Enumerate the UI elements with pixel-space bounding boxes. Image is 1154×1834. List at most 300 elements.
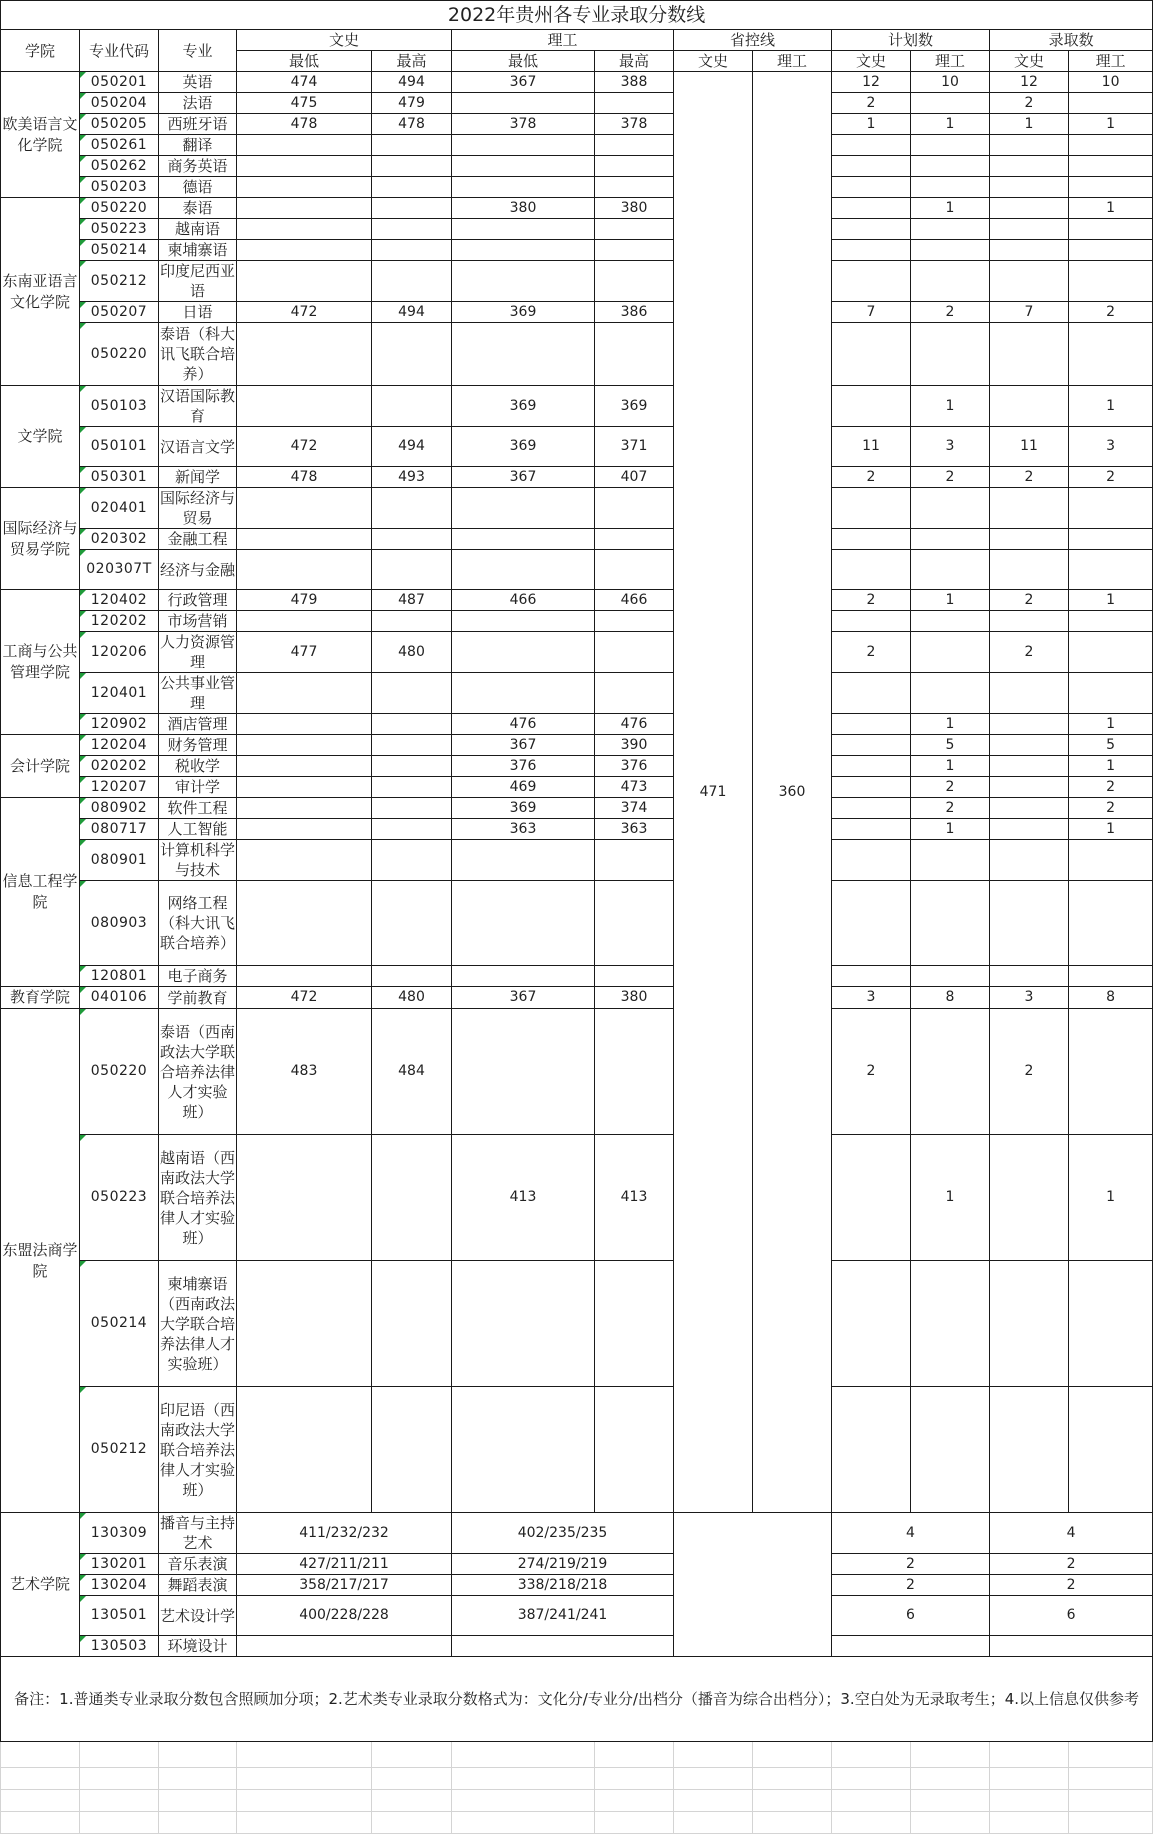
header-admit[interactable]: 录取数 [990,30,1153,51]
plan-ws[interactable] [832,386,911,427]
major-code[interactable]: 050204 [80,93,159,114]
admit-lg[interactable] [1069,177,1153,198]
major-code[interactable]: 130501 [80,1596,159,1636]
plan-ws[interactable] [832,156,911,177]
admit-ws[interactable] [990,323,1069,386]
ws-max-score[interactable] [372,1135,452,1261]
major-code[interactable]: 020302 [80,529,159,550]
admit-lg[interactable]: 1 [1069,114,1153,135]
plan-ws[interactable] [832,1135,911,1261]
major-name[interactable]: 学前教育 [159,987,237,1009]
ws-min-score[interactable] [237,966,372,987]
college-name[interactable]: 文学院 [1,386,80,488]
major-name[interactable]: 软件工程 [159,798,237,819]
lg-max-score[interactable] [595,611,674,632]
control-line-ligong[interactable]: 360 [753,72,832,1513]
empty-cell[interactable] [372,1790,452,1812]
lg-max-score[interactable] [595,673,674,714]
empty-cell[interactable] [80,1812,159,1834]
empty-cell[interactable] [159,1812,237,1834]
lg-min-score[interactable] [452,840,595,881]
plan-lg[interactable] [911,550,990,590]
lg-max-score[interactable]: 473 [595,777,674,798]
ws-min-score[interactable] [237,156,372,177]
ws-min-score[interactable] [237,198,372,219]
header-code[interactable]: 专业代码 [80,30,159,72]
header-college[interactable]: 学院 [1,30,80,72]
plan-lg[interactable] [911,632,990,673]
ws-min-score[interactable] [237,550,372,590]
plan-ws[interactable] [832,198,911,219]
major-code[interactable]: 130309 [80,1513,159,1554]
plan-ws[interactable] [832,550,911,590]
college-name[interactable]: 会计学院 [1,735,80,798]
plan-lg[interactable] [911,93,990,114]
lg-max-score[interactable]: 371 [595,427,674,467]
lg-max-score[interactable]: 413 [595,1135,674,1261]
admit-ws[interactable]: 12 [990,72,1069,93]
lg-min-score[interactable] [452,529,595,550]
ws-min-score[interactable] [237,798,372,819]
ws-min-score[interactable] [237,611,372,632]
major-name[interactable]: 环境设计 [159,1636,237,1657]
header-wenshi[interactable]: 文史 [237,30,452,51]
admit-lg[interactable] [1069,611,1153,632]
major-name[interactable]: 电子商务 [159,966,237,987]
plan-ws[interactable] [832,798,911,819]
lg-max-score[interactable]: 466 [595,590,674,611]
ws-max-score[interactable] [372,881,452,966]
plan-lg[interactable]: 2 [911,777,990,798]
ws-min-score[interactable]: 472 [237,427,372,467]
lg-min-score[interactable] [452,881,595,966]
ws-max-score[interactable] [372,529,452,550]
plan-ws[interactable] [832,611,911,632]
lg-min-score[interactable]: 469 [452,777,595,798]
admit-ws[interactable]: 2 [990,1009,1069,1135]
admit-ws[interactable] [990,177,1069,198]
header-plan-lg[interactable]: 理工 [911,51,990,72]
plan-ws[interactable]: 2 [832,1009,911,1135]
plan-lg[interactable] [911,488,990,529]
ws-max-score[interactable] [372,1387,452,1513]
major-name[interactable]: 柬埔寨语 [159,240,237,261]
ws-max-score[interactable]: 480 [372,987,452,1009]
major-code[interactable]: 050212 [80,1387,159,1513]
major-code[interactable]: 130201 [80,1554,159,1575]
art-lg-score[interactable]: 338/218/218 [452,1575,674,1596]
major-name[interactable]: 翻译 [159,135,237,156]
admit-ws[interactable] [990,756,1069,777]
empty-cell[interactable] [1,1742,80,1768]
ws-min-score[interactable]: 474 [237,72,372,93]
empty-cell[interactable] [237,1812,372,1834]
plan-ws[interactable] [832,261,911,302]
major-code[interactable]: 050220 [80,323,159,386]
plan-ws[interactable] [832,756,911,777]
major-code[interactable]: 050205 [80,114,159,135]
ws-max-score[interactable] [372,198,452,219]
lg-max-score[interactable] [595,1387,674,1513]
empty-cell[interactable] [753,1768,832,1790]
art-lg-score[interactable]: 402/235/235 [452,1513,674,1554]
admit-lg[interactable]: 3 [1069,427,1153,467]
major-name[interactable]: 经济与金融 [159,550,237,590]
lg-min-score[interactable]: 466 [452,590,595,611]
ws-max-score[interactable] [372,323,452,386]
plan-lg[interactable] [911,135,990,156]
major-name[interactable]: 越南语 [159,219,237,240]
plan-lg[interactable] [911,1261,990,1387]
plan-ws[interactable] [832,323,911,386]
lg-max-score[interactable]: 386 [595,302,674,323]
admit-ws[interactable] [990,156,1069,177]
admit-ws[interactable] [990,798,1069,819]
major-code[interactable]: 050101 [80,427,159,467]
plan-lg[interactable]: 1 [911,386,990,427]
lg-min-score[interactable]: 363 [452,819,595,840]
ws-max-score[interactable] [372,966,452,987]
lg-min-score[interactable] [452,135,595,156]
plan-ws[interactable] [832,135,911,156]
plan-lg[interactable]: 1 [911,714,990,735]
ws-min-score[interactable] [237,488,372,529]
lg-max-score[interactable] [595,881,674,966]
art-lg-score[interactable] [452,1636,674,1657]
lg-max-score[interactable]: 376 [595,756,674,777]
lg-max-score[interactable]: 388 [595,72,674,93]
major-code[interactable]: 120801 [80,966,159,987]
admit-ws[interactable] [990,673,1069,714]
lg-min-score[interactable] [452,1261,595,1387]
admit-ws[interactable] [990,881,1069,966]
lg-min-score[interactable] [452,240,595,261]
ws-max-score[interactable] [372,840,452,881]
major-name[interactable]: 计算机科学与技术 [159,841,235,879]
lg-min-score[interactable]: 369 [452,386,595,427]
major-name[interactable]: 德语 [159,177,237,198]
ws-max-score[interactable] [372,550,452,590]
major-code[interactable]: 050201 [80,72,159,93]
lg-max-score[interactable] [595,550,674,590]
plan-ws[interactable] [832,840,911,881]
empty-cell[interactable] [452,1790,595,1812]
plan-ws[interactable]: 2 [832,632,911,673]
major-name[interactable]: 泰语（西南政法大学联合培养法律人才实验班） [159,1009,237,1135]
empty-cell[interactable] [80,1768,159,1790]
lg-min-score[interactable] [452,488,595,529]
empty-cell[interactable] [452,1812,595,1834]
empty-cell[interactable] [990,1768,1069,1790]
ws-min-score[interactable] [237,219,372,240]
admit-lg[interactable] [1069,966,1153,987]
art-plan[interactable]: 6 [832,1596,990,1636]
lg-min-score[interactable]: 376 [452,756,595,777]
lg-min-score[interactable]: 380 [452,198,595,219]
lg-min-score[interactable]: 367 [452,735,595,756]
plan-lg[interactable]: 1 [911,819,990,840]
major-code[interactable]: 050223 [80,1135,159,1261]
ws-max-score[interactable]: 480 [372,632,452,673]
plan-lg[interactable]: 10 [911,72,990,93]
ws-max-score[interactable] [372,777,452,798]
ws-max-score[interactable] [372,488,452,529]
major-name[interactable]: 英语 [159,72,237,93]
art-admit[interactable]: 2 [990,1575,1153,1596]
ws-min-score[interactable] [237,881,372,966]
lg-max-score[interactable] [595,840,674,881]
admit-lg[interactable]: 5 [1069,735,1153,756]
major-name[interactable]: 公共事业管理 [159,674,235,712]
major-code[interactable]: 020202 [80,756,159,777]
lg-min-score[interactable] [452,261,595,302]
art-lg-score[interactable]: 274/219/219 [452,1554,674,1575]
ws-max-score[interactable] [372,219,452,240]
admit-ws[interactable]: 2 [990,590,1069,611]
empty-cell[interactable] [159,1742,237,1768]
admit-lg[interactable] [1069,261,1153,302]
major-name[interactable]: 法语 [159,93,237,114]
ws-max-score[interactable] [372,177,452,198]
major-name[interactable]: 金融工程 [159,529,237,550]
empty-cell[interactable] [911,1768,990,1790]
major-name[interactable]: 日语 [159,302,237,323]
major-name[interactable]: 泰语（科大讯飞联合培养） [159,323,237,386]
plan-ws[interactable]: 11 [832,427,911,467]
major-name[interactable]: 酒店管理 [159,714,237,735]
ws-min-score[interactable] [237,1387,372,1513]
lg-min-score[interactable] [452,632,595,673]
ws-min-score[interactable]: 477 [237,632,372,673]
plan-lg[interactable] [911,323,990,386]
header-ws-min[interactable]: 最低 [237,51,372,72]
college-name[interactable]: 东南亚语言文化学院 [1,198,80,386]
plan-lg[interactable] [911,1387,990,1513]
major-name[interactable]: 人工智能 [159,819,237,840]
admit-ws[interactable] [990,529,1069,550]
admit-ws[interactable] [990,777,1069,798]
lg-min-score[interactable]: 378 [452,114,595,135]
college-name[interactable]: 工商与公共管理学院 [1,590,80,735]
lg-min-score[interactable]: 367 [452,72,595,93]
empty-cell[interactable] [832,1790,911,1812]
lg-max-score[interactable] [595,261,674,302]
ws-min-score[interactable] [237,1135,372,1261]
empty-cell[interactable] [674,1812,753,1834]
college-name[interactable]: 东盟法商学院 [1,1009,80,1513]
empty-cell[interactable] [159,1768,237,1790]
ws-min-score[interactable] [237,240,372,261]
admit-ws[interactable] [990,819,1069,840]
lg-max-score[interactable] [595,135,674,156]
table-title[interactable]: 2022年贵州各专业录取分数线 [1,1,1153,30]
lg-min-score[interactable] [452,550,595,590]
empty-cell[interactable] [1069,1768,1153,1790]
header-ligong[interactable]: 理工 [452,30,674,51]
admit-ws[interactable] [990,386,1069,427]
plan-lg[interactable] [911,240,990,261]
ws-max-score[interactable] [372,261,452,302]
ws-min-score[interactable] [237,261,372,302]
plan-ws[interactable] [832,1387,911,1513]
plan-ws[interactable] [832,240,911,261]
lg-min-score[interactable] [452,1387,595,1513]
art-ws-score[interactable] [237,1636,452,1657]
empty-cell[interactable] [753,1742,832,1768]
plan-lg[interactable] [911,177,990,198]
art-ws-score[interactable]: 427/211/211 [237,1554,452,1575]
lg-min-score[interactable]: 369 [452,798,595,819]
major-code[interactable]: 050220 [80,1009,159,1135]
ws-max-score[interactable]: 493 [372,467,452,488]
admit-lg[interactable]: 1 [1069,756,1153,777]
plan-lg[interactable]: 1 [911,756,990,777]
ws-min-score[interactable]: 472 [237,987,372,1009]
major-code[interactable]: 120204 [80,735,159,756]
major-code[interactable]: 050223 [80,219,159,240]
major-name[interactable]: 审计学 [159,777,237,798]
ws-min-score[interactable]: 475 [237,93,372,114]
ws-min-score[interactable] [237,819,372,840]
ws-max-score[interactable] [372,673,452,714]
ws-max-score[interactable] [372,819,452,840]
lg-max-score[interactable] [595,323,674,386]
admit-lg[interactable]: 1 [1069,819,1153,840]
major-name[interactable]: 财务管理 [159,735,237,756]
header-plan[interactable]: 计划数 [832,30,990,51]
plan-lg[interactable]: 2 [911,798,990,819]
admit-ws[interactable]: 2 [990,632,1069,673]
admit-lg[interactable]: 10 [1069,72,1153,93]
major-code[interactable]: 050214 [80,1261,159,1387]
ws-min-score[interactable] [237,177,372,198]
lg-min-score[interactable]: 369 [452,302,595,323]
lg-min-score[interactable]: 413 [452,1135,595,1261]
major-code[interactable]: 050203 [80,177,159,198]
major-name[interactable]: 越南语（西南政法大学联合培养法律人才实验班） [159,1135,237,1261]
college-name[interactable]: 欧美语言文化学院 [1,72,80,198]
empty-cell[interactable] [832,1768,911,1790]
admit-ws[interactable] [990,488,1069,529]
plan-lg[interactable] [911,219,990,240]
plan-ws[interactable]: 3 [832,987,911,1009]
lg-max-score[interactable] [595,529,674,550]
plan-ws[interactable] [832,819,911,840]
lg-min-score[interactable] [452,673,595,714]
plan-ws[interactable]: 12 [832,72,911,93]
major-code[interactable]: 050261 [80,135,159,156]
admit-ws[interactable]: 11 [990,427,1069,467]
empty-cell[interactable] [452,1742,595,1768]
art-admit[interactable]: 2 [990,1554,1153,1575]
empty-cell[interactable] [674,1742,753,1768]
admit-ws[interactable] [990,735,1069,756]
lg-max-score[interactable]: 378 [595,114,674,135]
lg-min-score[interactable] [452,156,595,177]
major-name[interactable]: 艺术设计学 [159,1596,237,1636]
ws-max-score[interactable] [372,135,452,156]
empty-cell[interactable] [1,1768,80,1790]
lg-max-score[interactable] [595,1009,674,1135]
plan-lg[interactable] [911,966,990,987]
ws-max-score[interactable]: 479 [372,93,452,114]
lg-max-score[interactable] [595,156,674,177]
admit-lg[interactable]: 2 [1069,798,1153,819]
ws-max-score[interactable] [372,714,452,735]
admit-ws[interactable] [990,840,1069,881]
empty-cell[interactable] [80,1790,159,1812]
art-ws-score[interactable]: 400/228/228 [237,1596,452,1636]
admit-lg[interactable] [1069,632,1153,673]
ws-max-score[interactable] [372,798,452,819]
major-code[interactable]: 120202 [80,611,159,632]
major-code[interactable]: 050262 [80,156,159,177]
plan-lg[interactable]: 8 [911,987,990,1009]
header-control-line[interactable]: 省控线 [674,30,832,51]
plan-ws[interactable] [832,714,911,735]
empty-cell[interactable] [237,1790,372,1812]
ws-min-score[interactable] [237,1261,372,1387]
plan-ws[interactable] [832,1261,911,1387]
admit-ws[interactable] [990,261,1069,302]
admit-lg[interactable]: 2 [1069,467,1153,488]
college-name[interactable]: 国际经济与贸易学院 [1,488,80,590]
admit-lg[interactable]: 1 [1069,714,1153,735]
plan-ws[interactable] [832,966,911,987]
major-name[interactable]: 播音与主持艺术 [159,1514,235,1552]
empty-cell[interactable] [372,1812,452,1834]
ws-min-score[interactable] [237,529,372,550]
empty-cell[interactable] [911,1742,990,1768]
empty-cell[interactable] [595,1812,674,1834]
empty-cell[interactable] [159,1790,237,1812]
empty-cell[interactable] [237,1768,372,1790]
major-name[interactable]: 印度尼西亚语 [159,262,235,300]
lg-max-score[interactable]: 380 [595,198,674,219]
header-lg-min[interactable]: 最低 [452,51,595,72]
empty-cell[interactable] [990,1812,1069,1834]
major-code[interactable]: 050220 [80,198,159,219]
admit-ws[interactable] [990,198,1069,219]
admit-lg[interactable] [1069,156,1153,177]
lg-max-score[interactable]: 369 [595,386,674,427]
lg-max-score[interactable] [595,966,674,987]
ws-min-score[interactable] [237,714,372,735]
lg-max-score[interactable]: 476 [595,714,674,735]
admit-lg[interactable]: 1 [1069,198,1153,219]
ws-max-score[interactable] [372,756,452,777]
lg-min-score[interactable] [452,611,595,632]
empty-cell[interactable] [990,1742,1069,1768]
lg-max-score[interactable] [595,93,674,114]
ws-max-score[interactable] [372,156,452,177]
art-ws-score[interactable]: 411/232/232 [237,1513,452,1554]
plan-lg[interactable] [911,840,990,881]
lg-max-score[interactable] [595,1261,674,1387]
empty-cell[interactable] [1,1790,80,1812]
lg-max-score[interactable]: 374 [595,798,674,819]
empty-cell[interactable] [753,1790,832,1812]
major-name[interactable]: 音乐表演 [159,1554,237,1575]
admit-ws[interactable]: 2 [990,467,1069,488]
art-admit[interactable]: 4 [990,1513,1153,1554]
ws-min-score[interactable]: 478 [237,467,372,488]
empty-cell[interactable] [911,1790,990,1812]
major-name[interactable]: 西班牙语 [159,114,237,135]
art-ws-score[interactable]: 358/217/217 [237,1575,452,1596]
ws-min-score[interactable]: 483 [237,1009,372,1135]
plan-lg[interactable]: 2 [911,467,990,488]
